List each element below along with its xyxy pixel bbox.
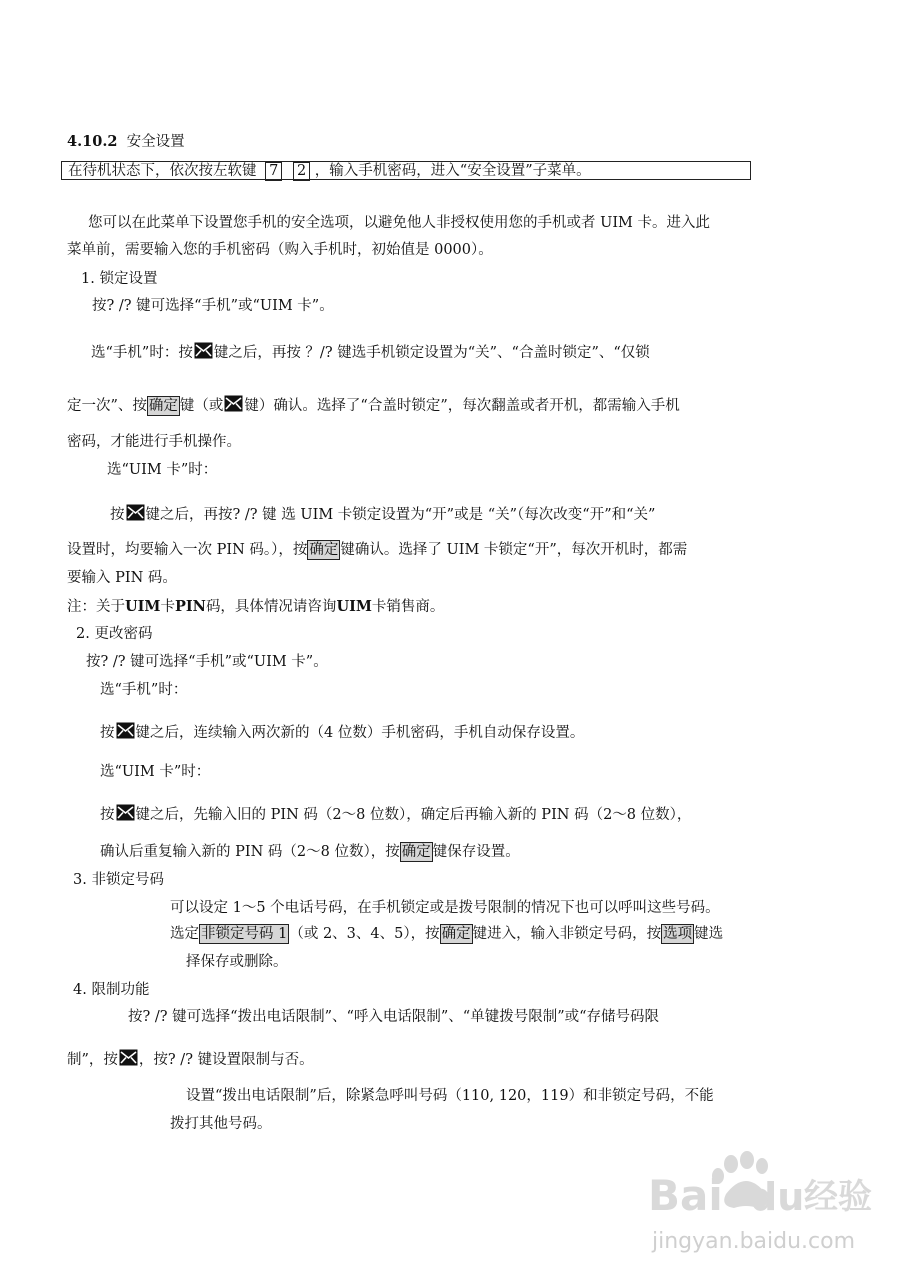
s2-title: 2. 更改密码: [76, 626, 153, 642]
s1-l6b: 键之后，再按? /? 键 选 UIM 卡锁定设置为“开”或是 “关”（每次改变“开”和“关”: [145, 507, 656, 523]
note-uim-1: UIM: [125, 598, 161, 615]
key-2: 2: [293, 162, 310, 181]
s4-l2a: 制”，按: [67, 1052, 118, 1068]
s3-line-1: 可以设定 1～5 个电话号码，在手机锁定或是拨号限制的情况下也可以呼叫这些号码。: [170, 900, 720, 916]
note-uim-2: UIM: [336, 598, 372, 615]
s2-line-1: 按? /? 键可选择“手机”或“UIM 卡”。: [86, 654, 328, 670]
confirm-key: 确定: [441, 926, 471, 942]
note-c: 码，具体情况请咨询: [205, 599, 337, 615]
s1-title: 1. 锁定设置: [81, 271, 158, 287]
envelope-key-icon: [224, 395, 243, 412]
s2-l6a: 确认后重复输入新的 PIN 码（2～8 位数），按: [100, 844, 400, 860]
s2-l6b: 键保存设置。: [432, 844, 520, 860]
confirm-key: 确定: [309, 542, 339, 558]
note-line: [67, 597, 444, 617]
s2-l5a: 按: [100, 807, 115, 823]
s4-line-4: 拨打其他号码。: [170, 1116, 272, 1132]
confirm-key: 确定: [148, 398, 178, 414]
confirm-key: 确定: [401, 844, 431, 860]
envelope-key-icon: [119, 1049, 138, 1066]
s3-l2b: （或 2、3、4、5），按: [289, 926, 440, 942]
s2-line-6: [100, 842, 520, 862]
s2-line-4: 选“UIM 卡”时：: [100, 764, 211, 780]
s4-l2b: ，按? /? 键设置限制与否。: [138, 1052, 314, 1068]
envelope-key-icon: [194, 342, 213, 359]
intro-line-2: 菜单前，需要输入您的手机密码（购入手机时，初始值是 0000）。: [67, 242, 493, 258]
section-number: 4.10.2: [67, 133, 118, 150]
s2-l5b: 键之后，先输入旧的 PIN 码（2～8 位数），确定后再输入新的 PIN 码（2～8 位数），: [135, 807, 692, 823]
note-b: 卡: [160, 599, 175, 615]
s1-l3c: 键）确认。选择了“合盖时锁定”，每次翻盖或者开机，都需输入手机: [244, 398, 680, 414]
note-a: 注：关于: [67, 599, 125, 615]
s3-line-2: [170, 924, 723, 944]
key-7: 7: [265, 162, 282, 181]
s1-line-8: 要输入 PIN 码。: [67, 570, 177, 586]
section-title: 安全设置: [126, 134, 185, 150]
menu-path-bar: [61, 161, 751, 180]
intro-line-1: 您可以在此菜单下设置您手机的安全选项，以避免他人非授权使用您的手机或者 UIM 卡。进入此: [88, 215, 711, 231]
path-post: ，输入手机密码，进入“安全设置”子菜单。: [314, 163, 591, 179]
s3-l2a: 选定: [170, 926, 199, 942]
s2-line-3: [100, 722, 584, 743]
s3-l2c: 键进入，输入非锁定号码，按: [472, 926, 662, 942]
watermark-brand-a: Bai: [648, 1171, 723, 1220]
s2-l3a: 按: [100, 725, 115, 741]
s3-line-3: 择保存或删除。: [186, 954, 288, 970]
s1-line-5: 选“UIM 卡”时：: [107, 462, 218, 478]
path-pre: 在待机状态下，依次按左软键: [68, 163, 257, 179]
s4-title: 4. 限制功能: [73, 982, 150, 998]
section-heading: [67, 132, 185, 152]
s1-l3a: 定一次”、按: [67, 398, 147, 414]
options-key: 选项: [663, 926, 693, 942]
s1-line-3: [67, 395, 680, 416]
s3-title: 3. 非锁定号码: [73, 872, 164, 888]
s2-l3b: 键之后，连续输入两次新的（4 位数）手机密码，手机自动保存设置。: [135, 725, 585, 741]
watermark-brand-b: du: [750, 1175, 805, 1219]
baidu-paw-logo-icon: [646, 1148, 896, 1270]
note-d: 卡销售商。: [371, 599, 445, 615]
envelope-key-icon: [116, 804, 135, 821]
s1-line-4: 密码，才能进行手机操作。: [67, 434, 241, 450]
s1-l3b: 键（或: [179, 398, 224, 414]
unlock-number-key: 非锁定号码 1: [201, 926, 288, 942]
note-pin: PIN: [174, 598, 206, 615]
s4-line-2: [67, 1049, 314, 1070]
s1-line-7: [67, 540, 687, 560]
s1-l7b: 键确认。选择了 UIM 卡锁定“开”，每次开机时，都需: [340, 542, 688, 558]
s2-line-5: [100, 804, 691, 825]
s1-l2a: 选“手机”时：按: [91, 345, 193, 361]
s1-line-2: [91, 342, 650, 363]
watermark-url: jingyan.baidu.com: [652, 1229, 856, 1254]
s1-line-1: 按? /? 键可选择“手机”或“UIM 卡”。: [92, 298, 334, 314]
watermark-cn: 经验: [804, 1177, 872, 1217]
envelope-key-icon: [116, 722, 135, 739]
s4-line-3: 设置“拨出电话限制”后，除紧急呼叫号码（110, 120，119）和非锁定号码，不能: [186, 1088, 714, 1104]
s1-l2b: 键之后，再按 ？/? 键选手机锁定设置为“关”、“合盖时锁定”、“仅锁: [213, 345, 650, 361]
s3-l2d: 键选: [694, 926, 724, 942]
s1-line-6: [110, 504, 655, 525]
envelope-key-icon: [126, 504, 145, 521]
s4-line-1: 按? /? 键可选择“拨出电话限制”、“呼入电话限制”、“单键拨号限制”或“存储号码限: [128, 1009, 660, 1025]
s1-l6a: 按: [110, 507, 125, 523]
s2-line-2: 选“手机”时：: [100, 682, 188, 698]
baidu-jingyan-watermark: [646, 1148, 896, 1270]
s1-l7a: 设置时，均要输入一次 PIN 码。），按: [67, 542, 308, 558]
